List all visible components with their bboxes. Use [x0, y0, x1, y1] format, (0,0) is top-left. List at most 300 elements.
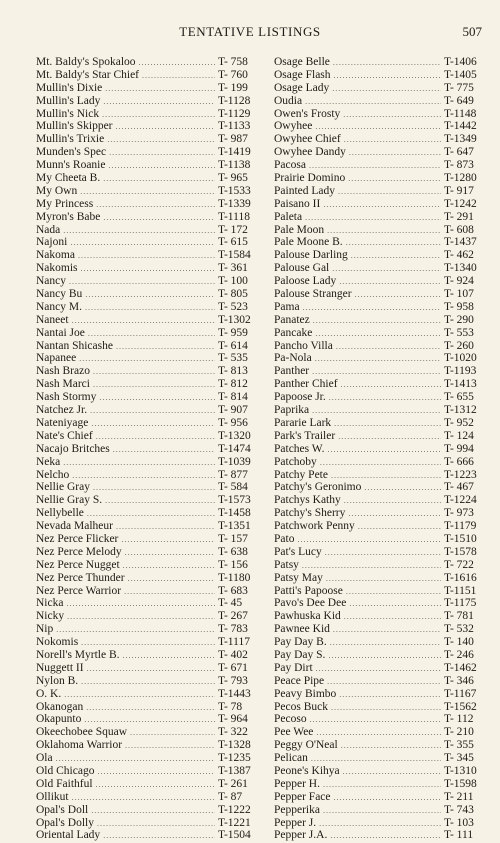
listing-row [274, 236, 484, 249]
dot-leader [96, 779, 215, 792]
listing-row [274, 430, 484, 443]
listing-row [36, 378, 258, 391]
listing-row [36, 224, 258, 237]
listing-row [36, 172, 258, 185]
listing-row [274, 649, 484, 662]
horse-name: Nantai Joe [36, 326, 85, 339]
registration-number: T- 614 [218, 339, 248, 352]
registration-number: T- 346 [444, 674, 474, 687]
registration-number: T- 917 [444, 184, 474, 197]
registration-number: T-1180 [218, 571, 251, 584]
listing-row [36, 404, 258, 417]
horse-name: Nancy [36, 275, 67, 288]
registration-number: T- 649 [444, 94, 474, 107]
registration-number: T- 965 [218, 172, 248, 185]
registration-number: T- 523 [218, 300, 248, 313]
horse-name: Nokomis [36, 636, 79, 649]
registration-number: T-1387 [218, 764, 251, 777]
dot-leader [86, 702, 215, 715]
registration-number: T- 775 [444, 81, 474, 94]
dot-leader [79, 353, 215, 366]
registration-number: T-1616 [444, 571, 477, 584]
horse-name: Peggy O'Neal [274, 739, 338, 752]
listing-row [36, 340, 258, 353]
listing-row [36, 675, 258, 688]
horse-name: Painted Lady [274, 184, 335, 197]
dot-leader [343, 109, 441, 122]
horse-name: Pawnee Kid [274, 623, 330, 636]
listing-row [36, 211, 258, 224]
horse-name: Mt. Baldy's Spokaloo [36, 56, 136, 68]
dot-leader [91, 805, 215, 818]
registration-number: T- 793 [218, 674, 248, 687]
right-listing-column [274, 56, 484, 842]
dot-leader [348, 508, 441, 521]
horse-name: Mullin's Dixie [36, 81, 103, 94]
horse-name: Paloose Lady [274, 275, 337, 288]
listing-row [36, 456, 258, 469]
dot-leader [334, 418, 441, 431]
registration-number: T-1406 [444, 56, 477, 68]
listing-row [36, 494, 258, 507]
listing-row [36, 804, 258, 817]
horse-name: Pay Day B. [274, 636, 327, 649]
dot-leader [139, 57, 215, 70]
horse-name: Pepper H. [274, 777, 320, 790]
dot-leader [85, 289, 215, 302]
dot-leader [355, 289, 441, 302]
listing-row [274, 198, 484, 211]
listing-row [274, 340, 484, 353]
dot-leader [64, 689, 215, 702]
registration-number: T-1413 [444, 378, 477, 391]
dot-leader [69, 276, 215, 289]
dot-leader [341, 740, 441, 753]
listing-row [274, 108, 484, 121]
registration-number: T-1235 [218, 752, 251, 765]
dot-leader [102, 109, 215, 122]
registration-number: T- 638 [218, 545, 248, 558]
horse-name: Neka [36, 455, 61, 468]
registration-number: T- 958 [444, 300, 474, 313]
listing-row [274, 778, 484, 791]
registration-number: T- 124 [444, 429, 474, 442]
listing-row [274, 804, 484, 817]
horse-name: Park's Trailer [274, 429, 336, 442]
dot-leader [313, 315, 441, 328]
listing-row [274, 623, 484, 636]
dot-leader [305, 212, 441, 225]
listing-row [36, 108, 258, 121]
dot-leader [343, 766, 441, 779]
dot-leader [338, 186, 441, 199]
dot-leader [329, 392, 441, 405]
horse-name: Nash Stormy [36, 391, 97, 404]
horse-name: Palouse Gal [274, 262, 330, 275]
dot-leader [341, 379, 441, 392]
dot-leader [303, 302, 441, 315]
horse-name: Panther [274, 365, 310, 378]
registration-number: T- 952 [444, 416, 474, 429]
registration-number: T- 987 [218, 133, 248, 146]
dot-leader [128, 573, 215, 586]
horse-name: Natchez Jr. [36, 404, 88, 417]
registration-number: T- 813 [218, 365, 248, 378]
dot-leader [346, 586, 441, 599]
horse-name: Paleta [274, 210, 303, 223]
listing-row [274, 172, 484, 185]
dot-leader [72, 315, 215, 328]
dot-leader [63, 225, 215, 238]
listing-row [36, 791, 258, 804]
dot-leader [125, 740, 215, 753]
registration-number: T- 683 [218, 584, 248, 597]
horse-name: Nez Perce Melody [36, 545, 122, 558]
registration-number: T- 973 [444, 507, 474, 520]
listing-row [36, 443, 258, 456]
page-header [0, 14, 500, 40]
registration-number: T-1458 [218, 507, 251, 520]
dot-leader [344, 611, 441, 624]
registration-number: T- 261 [218, 777, 248, 790]
listing-row [36, 533, 258, 546]
listing-row [274, 610, 484, 623]
registration-number: T-1312 [444, 404, 477, 417]
registration-number: T- 584 [218, 481, 248, 494]
registration-number: T-1339 [218, 197, 251, 210]
dot-leader [142, 70, 215, 83]
horse-name: Mullin's Skipper [36, 120, 113, 133]
horse-name: Pa-Nola [274, 352, 312, 365]
horse-name: Oudia [274, 94, 303, 107]
horse-name: Papoose Jr. [274, 391, 326, 404]
registration-number: T- 345 [444, 752, 474, 765]
registration-number: T- 647 [444, 146, 474, 159]
dot-leader [93, 482, 215, 495]
horse-name: Nate's Chief [36, 429, 93, 442]
horse-name: Nakoma [36, 249, 75, 262]
listing-row [274, 224, 484, 237]
dot-leader [333, 624, 441, 637]
listing-row [36, 430, 258, 443]
dot-leader [96, 431, 215, 444]
horse-name: Patsy [274, 558, 299, 571]
dot-leader [315, 353, 441, 366]
dot-leader [339, 689, 441, 702]
listing-row [36, 301, 258, 314]
registration-number: T- 783 [218, 623, 248, 636]
dot-leader [351, 250, 441, 263]
registration-number: T-1224 [444, 494, 477, 507]
registration-number: T- 322 [218, 726, 248, 739]
registration-number: T- 260 [444, 339, 474, 352]
listing-row [274, 314, 484, 327]
horse-name: Nez Perce Warrior [36, 584, 122, 597]
dot-leader [130, 727, 215, 740]
dot-leader [96, 199, 215, 212]
dot-leader [323, 199, 441, 212]
horse-name: Pama [274, 300, 300, 313]
registration-number: T- 467 [444, 481, 474, 494]
dot-leader [108, 160, 215, 173]
dot-leader [336, 341, 441, 354]
horse-name: Nip [36, 623, 54, 636]
dot-leader [315, 328, 441, 341]
listing-row [274, 301, 484, 314]
dot-leader [85, 302, 215, 315]
horse-name: Pavo's Dee Dee [274, 597, 347, 610]
listing-row [36, 739, 258, 752]
registration-number: T- 781 [444, 610, 474, 623]
dot-leader [319, 818, 441, 831]
listing-row [274, 211, 484, 224]
listing-row [36, 275, 258, 288]
dot-leader [72, 792, 215, 805]
registration-number: T- 760 [218, 68, 248, 81]
listing-row [36, 314, 258, 327]
listing-row [36, 262, 258, 275]
registration-number: T-1510 [444, 532, 477, 545]
horse-name: Panther Chief [274, 378, 338, 391]
listing-row [36, 417, 258, 430]
registration-number: T-1573 [218, 494, 251, 507]
registration-number: T-1302 [218, 313, 251, 326]
listing-row [274, 739, 484, 752]
dot-leader [310, 714, 441, 727]
listing-row [274, 817, 484, 830]
registration-number: T- 722 [444, 558, 474, 571]
registration-number: T-1562 [444, 700, 477, 713]
listing-row [274, 327, 484, 340]
horse-name: Pepper Face [274, 790, 331, 803]
registration-number: T-1117 [218, 636, 250, 649]
horse-name: Mullin's Nick [36, 107, 100, 120]
horse-name: Peavy Bimbo [274, 687, 337, 700]
horse-name: Nacajo Britches [36, 442, 110, 455]
horse-name: Nancy Bu [36, 288, 83, 301]
horse-name: Patchys Kathy [274, 494, 341, 507]
registration-number: T- 666 [444, 455, 474, 468]
dot-leader [91, 418, 215, 431]
registration-number: T- 157 [218, 532, 248, 545]
horse-name: Patchy's Geronimo [274, 481, 362, 494]
registration-number: T- 608 [444, 223, 474, 236]
horse-name: Palouse Darling [274, 249, 348, 262]
dot-leader [323, 805, 441, 818]
registration-number: T- 553 [444, 326, 474, 339]
horse-name: Pancho Villa [274, 339, 333, 352]
page-title: TENTATIVE LISTINGS [179, 24, 321, 39]
listing-row [36, 649, 258, 662]
listing-row [36, 726, 258, 739]
listing-row [36, 829, 258, 842]
horse-name: Oriental Lady [36, 829, 101, 842]
horse-name: Pat's Lucy [274, 545, 322, 558]
dot-leader [358, 521, 441, 534]
horse-name: Ollikut [36, 790, 69, 803]
dot-leader [327, 225, 441, 238]
dot-leader [327, 444, 441, 457]
listing-row [36, 469, 258, 482]
registration-number: T-1584 [218, 249, 251, 262]
listing-row [274, 95, 484, 108]
horse-name: Patti's Papoose [274, 584, 343, 597]
registration-number: T- 210 [444, 726, 474, 739]
dot-leader [67, 611, 215, 624]
dot-leader [66, 598, 215, 611]
dot-leader [97, 818, 215, 831]
horse-name: Munn's Roanie [36, 159, 106, 172]
dot-leader [326, 573, 441, 586]
listing-row [274, 417, 484, 430]
listing-row [274, 82, 484, 95]
dot-leader [320, 457, 441, 470]
registration-number: T-1133 [218, 120, 251, 133]
dot-leader [334, 792, 441, 805]
listing-row [36, 662, 258, 675]
dot-leader [330, 637, 441, 650]
listing-row [36, 185, 258, 198]
dot-leader [93, 379, 215, 392]
registration-number: T- 112 [444, 713, 474, 726]
listing-row [274, 636, 484, 649]
horse-name: Pato [274, 532, 295, 545]
registration-number: T-1129 [218, 107, 251, 120]
listing-row [274, 262, 484, 275]
dot-leader [103, 96, 215, 109]
horse-name: Ola [36, 752, 53, 765]
registration-number: T- 78 [218, 700, 243, 713]
listing-row [36, 559, 258, 572]
registration-number: T- 267 [218, 610, 248, 623]
listing-row [36, 507, 258, 520]
dot-leader [344, 134, 441, 147]
registration-number: T- 873 [444, 159, 474, 172]
registration-number: T- 291 [444, 210, 474, 223]
horse-name: Nelcho [36, 468, 70, 481]
dot-leader [349, 147, 441, 160]
registration-number: T-1167 [444, 687, 477, 700]
listing-row [274, 275, 484, 288]
listing-row [274, 469, 484, 482]
listing-row [36, 585, 258, 598]
listing-row [274, 752, 484, 765]
dot-leader [107, 134, 215, 147]
registration-number: T- 814 [218, 391, 248, 404]
listing-row [36, 133, 258, 146]
listing-row [36, 352, 258, 365]
dot-leader [63, 457, 215, 470]
dot-leader [70, 237, 215, 250]
horse-name: Pelican [274, 752, 308, 765]
horse-name: Patchy's Sherry [274, 507, 346, 520]
listing-row [36, 69, 258, 82]
dot-leader [116, 341, 215, 354]
listing-row [274, 494, 484, 507]
registration-number: T-1179 [444, 520, 477, 533]
dot-leader [78, 250, 215, 263]
horse-name: Pale Moon [274, 223, 325, 236]
horse-name: Patchoby [274, 455, 317, 468]
horse-name: Osage Belle [274, 56, 330, 68]
dot-leader [81, 676, 215, 689]
dot-leader [56, 624, 215, 637]
listing-row [274, 546, 484, 559]
horse-name: Nez Perce Flicker [36, 532, 119, 545]
listing-row [274, 69, 484, 82]
listing-row [274, 352, 484, 365]
horse-name: Patsy May [274, 571, 323, 584]
registration-number: T- 877 [218, 468, 248, 481]
horse-name: Prairie Domino [274, 172, 346, 185]
listing-row [274, 249, 484, 262]
listing-row [274, 726, 484, 739]
dot-leader [113, 444, 215, 457]
registration-number: T- 462 [444, 249, 474, 262]
dot-leader [312, 405, 441, 418]
horse-name: Patchy Pete [274, 468, 328, 481]
dot-leader [80, 186, 215, 199]
listing-row [274, 443, 484, 456]
horse-name: Owyhee [274, 120, 313, 133]
registration-number: T-1462 [444, 661, 477, 674]
dot-leader [364, 482, 441, 495]
dot-leader [93, 366, 215, 379]
listing-row [274, 533, 484, 546]
horse-name: Nancy M. [36, 300, 82, 313]
listing-row [36, 95, 258, 108]
horse-name: Okanogan [36, 700, 84, 713]
horse-name: Mullin's Trixie [36, 133, 105, 146]
listing-row [36, 778, 258, 791]
listing-row [36, 288, 258, 301]
dot-leader [325, 547, 441, 560]
dot-leader [328, 650, 441, 663]
dot-leader [348, 173, 441, 186]
registration-number: T- 671 [218, 661, 248, 674]
listing-row [36, 236, 258, 249]
horse-name: Nellybelle [36, 507, 84, 520]
listing-row [36, 752, 258, 765]
horse-name: Mullin's Lady [36, 94, 101, 107]
registration-number: T- 402 [218, 648, 248, 661]
listing-row [36, 391, 258, 404]
registration-number: T-1242 [444, 197, 477, 210]
horse-name: Patchwork Penny [274, 520, 355, 533]
dot-leader [330, 830, 441, 843]
horse-name: Panatez [274, 313, 310, 326]
listing-row [274, 791, 484, 804]
horse-name: Nakomis [36, 262, 78, 275]
dot-leader [323, 779, 441, 792]
listing-row [274, 288, 484, 301]
dot-leader [121, 534, 215, 547]
dot-leader [105, 83, 215, 96]
listing-row [274, 404, 484, 417]
registration-number: T-1419 [218, 146, 251, 159]
listing-row [36, 623, 258, 636]
listing-row [36, 327, 258, 340]
horse-name: Owen's Frosty [274, 107, 341, 120]
dot-leader [90, 405, 215, 418]
listing-row [274, 585, 484, 598]
horse-name: Okeechobee Squaw [36, 726, 128, 739]
registration-number: T- 535 [218, 352, 248, 365]
horse-name: Peace Pipe [274, 674, 325, 687]
registration-number: T- 615 [218, 236, 248, 249]
dot-leader [105, 495, 215, 508]
registration-number: T- 924 [444, 275, 474, 288]
